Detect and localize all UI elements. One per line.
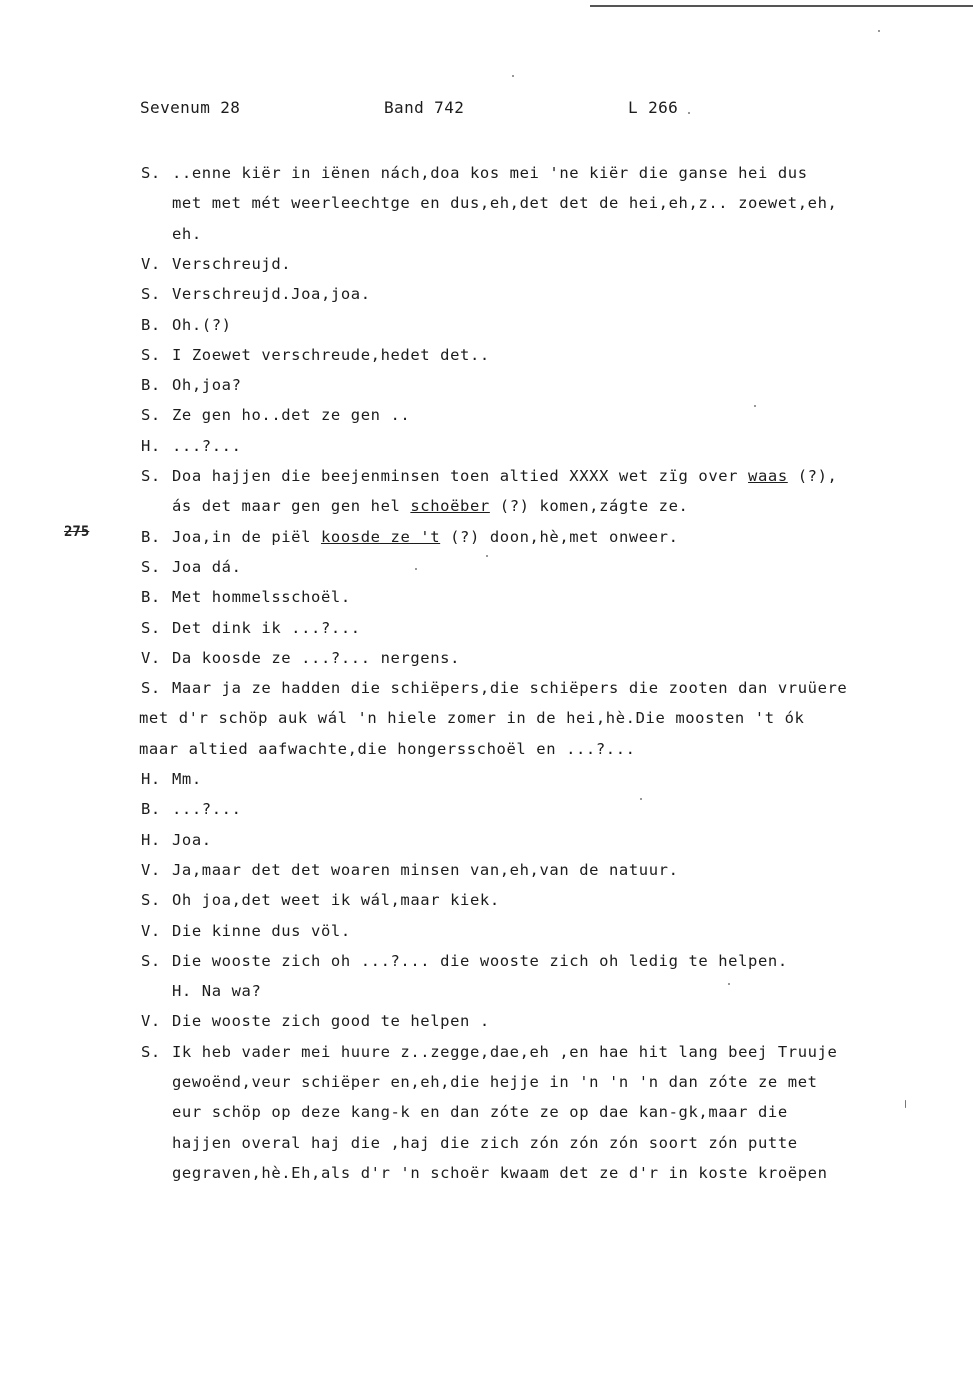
transcript-line	[0, 162, 973, 186]
transcript-line	[0, 1132, 973, 1156]
transcript-line	[0, 1162, 973, 1186]
utterance-text: Maar ja ze hadden die schiëpers,die schiëpers die zooten dan vruüere	[172, 679, 848, 698]
speaker-label: V.	[141, 921, 161, 940]
utterance-text: Ik heb vader mei huure z..zegge,dae,eh ,en hae hit lang beej Truuje	[172, 1042, 838, 1061]
transcript-line	[0, 223, 973, 247]
speaker-label: S.	[141, 951, 161, 970]
transcript-line	[0, 829, 973, 853]
utterance-text: met d'r schöp auk wál 'n hiele zomer in de hei,hè.Die moosten 't ók	[139, 709, 805, 728]
utterance-text: Ze gen ho..det ze gen ..	[172, 406, 411, 425]
transcript-line	[0, 253, 973, 277]
utterance-text: Met hommelsschoël.	[172, 588, 351, 607]
transcript-line	[0, 374, 973, 398]
transcript-line	[0, 314, 973, 338]
header-location: Sevenum 28	[140, 98, 241, 117]
transcript-line	[0, 1071, 973, 1095]
transcript-line	[0, 950, 973, 974]
transcript-line	[0, 920, 973, 944]
speaker-label: B.	[141, 588, 161, 607]
underlined-word: schoëber	[410, 497, 490, 516]
transcript-line	[0, 617, 973, 641]
transcript-line	[0, 344, 973, 368]
utterance-text: Verschreujd.	[172, 254, 292, 273]
scan-speck	[905, 1100, 906, 1108]
utterance-text: ..enne kiër in iënen nách,doa kos mei 'ne kiër die ganse hei dus	[172, 164, 808, 182]
utterance-text: gewoënd,veur schiëper en,eh,die hejje in 'n 'n 'n dan zóte ze met	[172, 1073, 818, 1091]
scan-speck	[688, 112, 690, 114]
speaker-label: S.	[141, 164, 161, 182]
speaker-label: V.	[141, 648, 161, 667]
speaker-label: S.	[141, 285, 161, 304]
utterance-text: Oh joa,det weet ik wál,maar kiek.	[172, 891, 500, 910]
transcript-line	[0, 768, 973, 792]
speaker-label: V.	[141, 254, 161, 273]
utterance-text: Da koosde ze ...?... nergens.	[172, 648, 461, 667]
header-page-number: L 266	[628, 98, 679, 117]
utterance-text: ...?...	[172, 436, 242, 455]
utterance-text: H. Na wa?	[172, 982, 262, 1001]
utterance-text-before: Joa,in de piël	[172, 527, 321, 546]
header-band: Band 742	[384, 98, 465, 117]
utterance-text-before: ás det maar gen gen hel	[172, 497, 411, 516]
top-rule-line	[590, 5, 973, 7]
speaker-label: H.	[141, 830, 161, 849]
transcript-line	[0, 1041, 973, 1065]
scan-speck	[486, 555, 488, 557]
utterance-text: Mm.	[172, 770, 202, 788]
transcript-line	[0, 707, 973, 731]
speaker-label: B.	[141, 376, 161, 395]
utterance-text: Verschreujd.Joa,joa.	[172, 285, 371, 304]
utterance-text: Die wooste zich oh ...?... die wooste zich oh ledig te helpen.	[172, 951, 788, 970]
speaker-label: B.	[141, 315, 161, 334]
transcript-line	[0, 192, 973, 216]
utterance-text: Die kinne dus völ.	[172, 921, 351, 940]
speaker-label: S.	[141, 406, 161, 425]
speaker-label: H.	[141, 770, 161, 788]
transcript-line	[0, 586, 973, 610]
utterance-text-after: (?) komen,zágte ze.	[489, 497, 689, 516]
transcript-line	[0, 495, 973, 519]
transcript-line	[0, 1101, 973, 1125]
transcript-line	[0, 677, 973, 701]
transcript-line	[0, 465, 973, 489]
speaker-label: S.	[141, 467, 161, 485]
speaker-label: S.	[141, 618, 161, 637]
page-header	[140, 98, 700, 122]
transcript-line	[0, 404, 973, 428]
scan-speck	[728, 983, 730, 985]
utterance-text: hajjen overal haj die ,haj die zich zón zón zón soort zón putte	[172, 1133, 798, 1152]
utterance-text-before: Doa hajjen die beejenminsen toen altied XXXX wet zïg over	[172, 467, 749, 485]
speaker-label: H.	[141, 436, 161, 455]
transcript-line	[0, 283, 973, 307]
utterance-text: I Zoewet verschreude,hedet det..	[172, 345, 490, 364]
transcript-line	[0, 798, 973, 822]
utterance-text: maar altied aafwachte,die hongersschoël en ...?...	[139, 739, 636, 758]
scan-speck	[754, 405, 756, 407]
utterance-text: ...?...	[172, 800, 242, 819]
transcript-line	[0, 889, 973, 913]
utterance-text	[172, 495, 688, 517]
underlined-word: waas	[748, 467, 788, 485]
margin-note: 275	[64, 524, 90, 540]
scan-speck	[512, 75, 514, 77]
utterance-text-after: (?),	[787, 467, 838, 485]
speaker-label: S.	[141, 1042, 161, 1061]
utterance-text: Ja,maar det det woaren minsen van,eh,van de natuur.	[172, 860, 679, 879]
utterance-text	[172, 465, 837, 487]
scan-speck	[878, 30, 880, 32]
speaker-label: S.	[141, 679, 161, 698]
speaker-label: V.	[141, 1012, 161, 1031]
utterance-text: Oh.(?)	[172, 315, 232, 334]
utterance-text: met met mét weerleechtge en dus,eh,det det de hei,eh,z.. zoewet,eh,	[172, 194, 838, 213]
transcript-line	[0, 435, 973, 459]
speaker-label: V.	[141, 860, 161, 879]
scan-speck	[640, 798, 642, 800]
utterance-text: gegraven,hè.Eh,als d'r 'n schoër kwaam det ze d'r in koste kroëpen	[172, 1163, 828, 1182]
transcript-line	[0, 859, 973, 883]
underlined-word: koosde ze 't	[320, 527, 441, 546]
transcript-line	[0, 738, 973, 762]
utterance-text: eh.	[172, 224, 202, 243]
speaker-label: S.	[141, 891, 161, 910]
utterance-text: Det dink ik ...?...	[172, 618, 361, 637]
utterance-text: Joa dá.	[172, 557, 242, 576]
speaker-label: S.	[141, 557, 161, 576]
utterance-text: Die wooste zich good te helpen .	[172, 1012, 490, 1031]
scan-speck	[415, 568, 417, 570]
utterance-text: eur schöp op deze kang-k en dan zóte ze op dae kan-gk,maar die	[172, 1103, 788, 1122]
transcript-line	[0, 556, 973, 580]
utterance-text-after: (?) doon,hè,met onweer.	[440, 527, 679, 546]
utterance-text	[172, 526, 679, 548]
utterance-text: Oh,joa?	[172, 376, 242, 395]
utterance-text: Joa.	[172, 830, 212, 849]
transcript-line	[0, 1010, 973, 1034]
speaker-label: B.	[141, 800, 161, 819]
transcript-line	[0, 980, 973, 1004]
speaker-label: B.	[141, 527, 161, 546]
speaker-label: S.	[141, 345, 161, 364]
transcript-line	[0, 647, 973, 671]
transcript-line	[0, 526, 973, 550]
